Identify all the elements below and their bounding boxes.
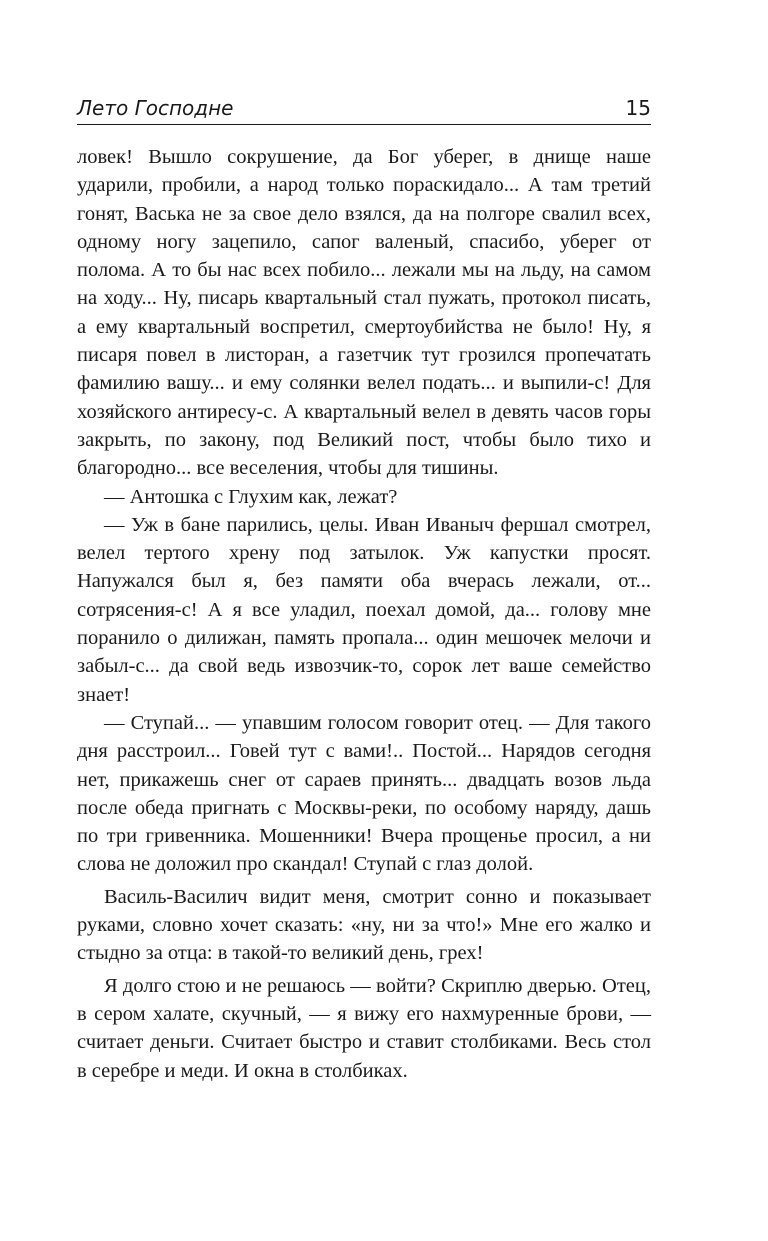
page-number: 15 [625,96,651,120]
paragraph: Я долго стою и не решаюсь — войти? Скриплю дверью. Отец, в сером халате, скучный, — я вижу его нахмуренные брови, — считает деньги. Считает быстро и ставит столбиками. Весь стол в серебре и меди. И окна в столбиках. [77,974,651,1082]
paragraph: — Уж в бане парились, целы. Иван Иваныч фершал смотрел, велел тертого хрену под затылок. Уж капустки просят. Напужался был я, без памяти оба вчерась лежали, от... сотрясения-с! А я все уладил, поехал домой, да... голову мне поранило о дилижан, память пропала... один мешочек мелочи и забыл-с... да свой ведь извозчик-то, сорок лет ваше семейство знает! [77,513,651,706]
running-title: Лето Господне [77,96,234,120]
body-text [77,143,651,1085]
page-header [77,88,651,125]
paragraph: — Антошка с Глухим как, лежат? [104,485,398,508]
paragraph: — Ступай... — упавшим голосом говорит отец. — Для такого дня расстроил... Говей тут с вами!.. Постой... Нарядов сегодня нет, прикажешь снег от сараев принять... двадцать возов льда после обеда пригнать с Москвы-реки, по особому наряду, дашь по три гривенника. Мошенники! Вчера прощенье просил, а ни слова не доложил про скандал! Ступай с глаз долой. [77,711,651,876]
paragraph: ловек! Вышло сокрушение, да Бог уберег, в днище наше ударили, пробили, а народ только пораскидало... А там третий гонят, Васька не за свое дело взялся, да на полгоре свалил всех, одному ногу зацепило, сапог валеный, спасибо, уберег от полома. А то бы нас всех побило... лежали мы на льду, на самом на ходу... Ну, писарь квартальный стал пужать, протокол писать, а ему квартальный воспретил, смертоубийства не было! Ну, я писаря повел в листоран, а газетчик тут грозился пропечатать фамилию вашу... и ему солянки велел подать... и выпили-с! Для хозяйского антиресу-с. А квартальный велел в девять часов горы закрыть, по закону, под Великий пост, чтобы было тихо и благородно... все веселения, чтобы для тишины. [77,146,651,480]
book-page [77,88,651,1085]
paragraph: Василь-Василич видит меня, смотрит сонно и показывает руками, словно хочет сказать: «ну, ни за что!» Мне его жалко и стыдно за отца: в такой-то великий день, грех! [77,885,651,965]
